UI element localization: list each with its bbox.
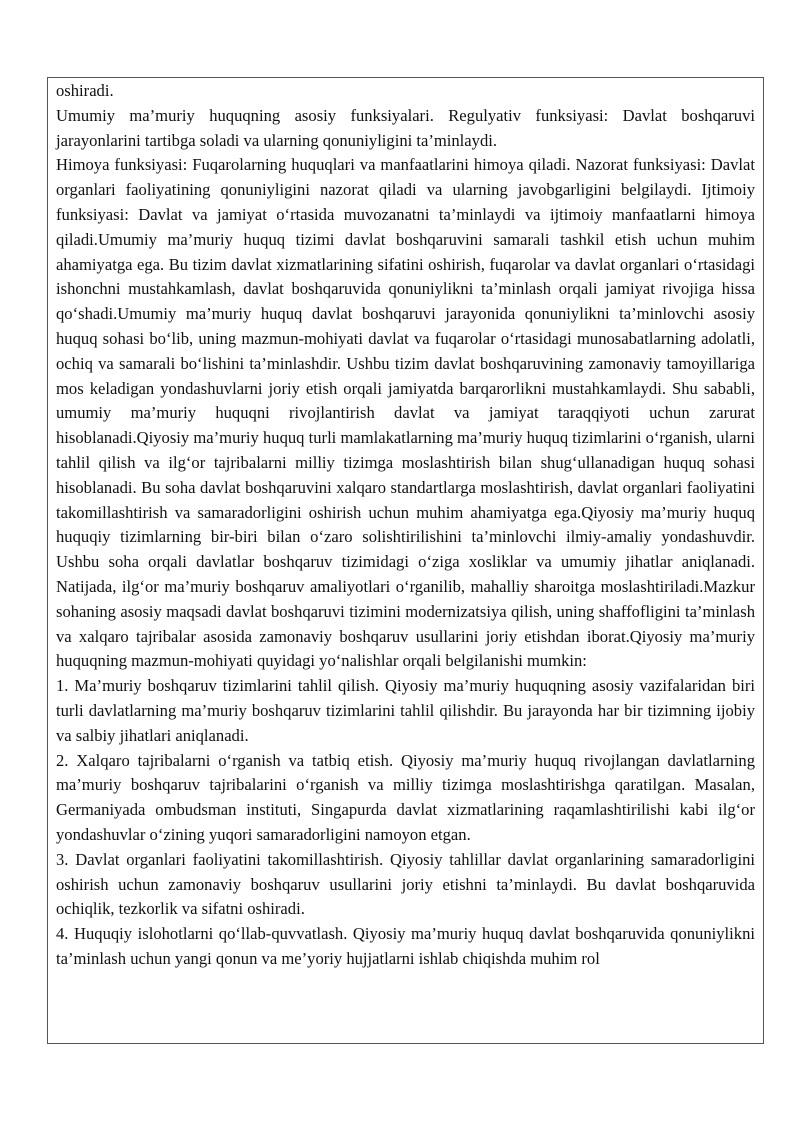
paragraph-main-body: Himoya funksiyasi: Fuqarolarning huquqlari va manfaatlarini himoya qiladi. Nazorat funksiyasi: Davlat organlari faoliyatining qonuniyligini nazorat qiladi va ularning javobgarligini belgilaydi. Ijtimoiy funksiyasi: Davlat va jamiyat o‘rtasida muvozanatni ta’minlaydi va ijtimoiy manfaatlarni himoya qiladi.Umumiy ma’muriy huquq tizimi davlat boshqaruvini samarali tashkil etish uchun muhim ahamiyatga ega. Bu tizim davlat xizmatlarining sifatini oshirish, fuqarolar va davlat organlari o‘rtasidagi ishonchni mustahkamlash, davlat boshqaruvida qonuniylikni ta’minlash orqali jamiyat rivojiga hissa qo‘shadi.Umumiy ma’muriy huquq davlat boshqaruvi jarayonida qonuniylikni ta’minlovchi asosiy huquq sohasi bo‘lib, uning mazmun-mohiyati davlat va fuqarolar o‘rtasidagi munosabatlarning adolatli, ochiq va samarali bo‘lishini ta’minlashdir. Ushbu tizim davlat boshqaruvining zamonaviy tamoyillariga mos keladigan yondashuvlarni joriy etish orqali jamiyatda barqarorlikni mustahkamlaydi. Shu sababli, umumiy ma’muriy huquqni rivojlantirish davlat va jamiyat taraqqiyoti uchun zarurat hisoblanadi.Qiyosiy ma’muriy huquq turli mamlakatlarning ma’muriy huquq tizimlarini o‘rganish, ularni tahlil qilish va ilg‘or tajribalarni milliy tizimga moslashtirish bilan shug‘ullanadigan huquq sohasi hisoblanadi. Bu soha davlat boshqaruvini xalqaro standartlarga moslashtirish, davlat organlari faoliyatini takomillashtirish va samaradorligini oshirish uchun muhim ahamiyatga ega.Qiyosiy ma’muriy huquq huquqiy tizimlarning bir-biri bilan o‘zaro solishtirilishini ta’minlovchi ilmiy-amaliy yondashuvdir. Ushbu soha orqali davlatlar boshqaruv tizimidagi o‘ziga xosliklar va umumiy jihatlar aniqlanadi. Natijada, ilg‘or ma’muriy boshqaruv amaliyotlari o‘rganilib, mahalliy sharoitga moslashtiriladi.Mazkur sohaning asosiy maqsadi davlat boshqaruvi tizimini modernizatsiya qilish, uning shaffofligini ta’minlash va xalqaro tajribalar asosida zamonaviy boshqaruv usullarini joriy etishdan iborat.Qiyosiy ma’muriy huquqning mazmun-mohiyati quyidagi yo‘nalishlar orqali belgilanishi mumkin: <box>56 155 755 671</box>
list-item-1: 1. Ma’muriy boshqaruv tizimlarini tahlil qilish. Qiyosiy ma’muriy huquqning asosiy vazifalaridan biri turli davlatlarning ma’muriy boshqaruv tizimlarini tahlil qilishdir. Bu jarayonda har bir tizimning ijobiy va salbiy jihatlari aniqlanadi. <box>56 676 755 745</box>
document-body <box>48 78 763 972</box>
paragraph-continuation: oshiradi. <box>56 81 114 100</box>
list-item-2: 2. Xalqaro tajribalarni o‘rganish va tatbiq etish. Qiyosiy ma’muriy huquq rivojlangan davlatlarning ma’muriy boshqaruv tajribalarini o‘rganish va milliy tizimga moslashtirishga qaratilgan. Masalan, Germaniyada ombudsman instituti, Singapurda davlat xizmatlarining raqamlashtirilishi kabi ilg‘or yondashuvlar o‘zining yuqori samaradorligini namoyon etgan. <box>56 750 755 844</box>
paragraph-functions-intro: Umumiy ma’muriy huquqning asosiy funksiyalari. Regulyativ funksiyasi: Davlat boshqaruvi jarayonlarini tartibga soladi va ularning qonuniyligini ta’minlaydi. <box>56 105 755 150</box>
list-item-4: 4. Huquqiy islohotlarni qo‘llab-quvvatlash. Qiyosiy ma’muriy huquq davlat boshqaruvida qonuniylikni ta’minlash uchun yangi qonun va me’yoriy hujjatlarni ishlab chiqishda muhim rol <box>56 924 755 968</box>
list-item-3: 3. Davlat organlari faoliyatini takomillashtirish. Qiyosiy tahlillar davlat organlarining samaradorligini oshirish uchun zamonaviy boshqaruv usullarini joriy etishni ta’minlaydi. Bu davlat boshqaruvida ochiqlik, tezkorlik va sifatni oshiradi. <box>56 849 755 919</box>
page-text-frame <box>47 77 764 1044</box>
